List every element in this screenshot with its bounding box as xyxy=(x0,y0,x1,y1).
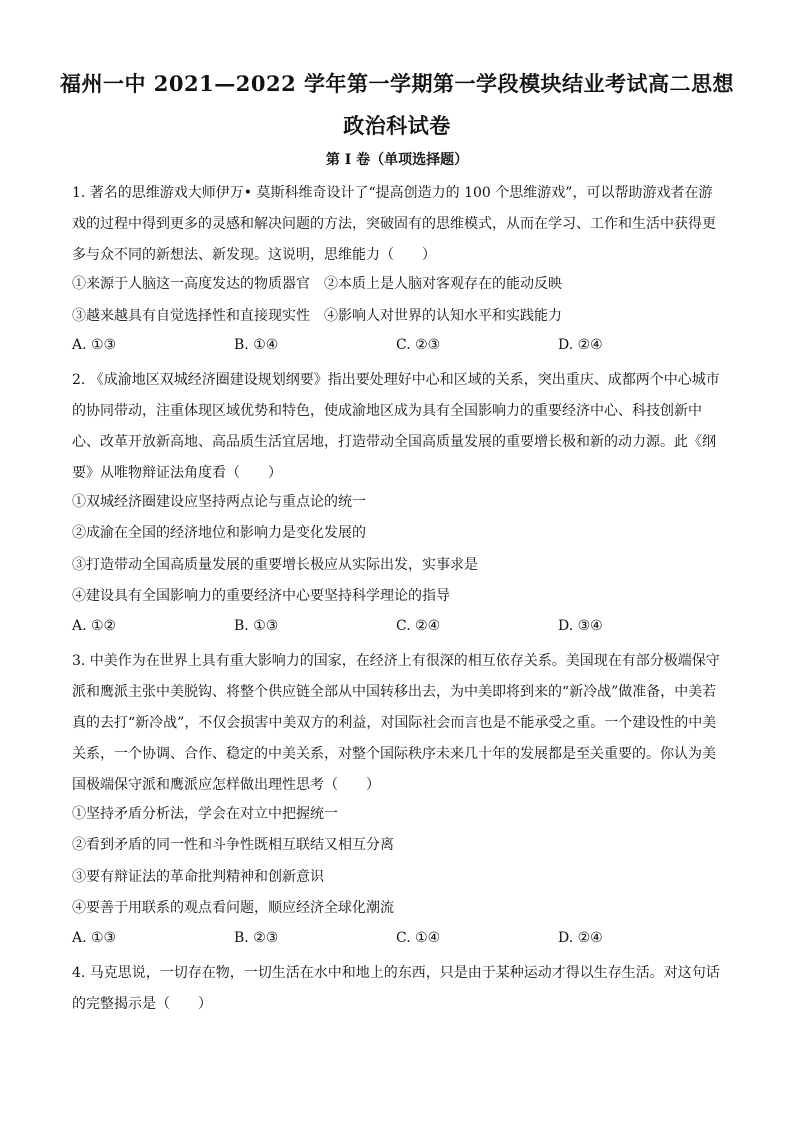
section-heading: 第 I 卷（单项选择题） xyxy=(325,152,469,168)
question-1-stem: 1. 著名的思维游戏大师伊万• 莫斯科维奇设计了“提高创造力的 100 个思维游戏”，可以帮助游戏者在游戏的过程中得到更多的灵感和解决问题的方法，突破固有的思维模式，从而在学习、工作和生活中获得更多与众不同的新想法、新发现。这说明，思维能力（ ） xyxy=(72,185,716,263)
question-3-statement: ①坚持矛盾分析法，学会在对立中把握统一 xyxy=(72,806,338,822)
option-c: C. ②④ xyxy=(396,618,441,634)
option-a: A. ①② xyxy=(72,618,117,634)
question-3-options xyxy=(72,930,722,950)
option-c: C. ①④ xyxy=(396,930,441,946)
option-a: A. ①③ xyxy=(72,930,117,946)
question-1-statement: ③越来越具有自觉选择性和直接现实性 ④影响人对世界的认知水平和实践能力 xyxy=(72,308,562,324)
option-b: B. ①③ xyxy=(234,618,279,634)
question-3-statement: ②看到矛盾的同一性和斗争性既相互联结又相互分离 xyxy=(72,837,394,853)
question-3-statement: ③要有辩证法的革命批判精神和创新意识 xyxy=(72,869,324,885)
option-b: B. ①④ xyxy=(234,337,279,353)
question-2-stem: 2. 《成渝地区双城经济圈建设规划纲要》指出要处理好中心和区域的关系，突出重庆、成都两个中心城市的协同带动，注重体现区域优势和特色，使成渝地区成为具有全国影响力的重要经济中心、科技创新中心、改革开放新高地、高品质生活宜居地，打造带动全国高质量发展的重要增长极和新的动力源。此《纲要》从唯物辩证法角度看（ ） xyxy=(72,372,720,481)
question-4-stem: 4. 马克思说，一切存在物，一切生活在水中和地上的东西，只是由于某种运动才得以生存生活。对这句话的完整揭示是（ ） xyxy=(72,965,720,1012)
option-d: D. ③④ xyxy=(558,618,603,634)
question-2-statement: ③打造带动全国高质量发展的重要增长极应从实际出发，实事求是 xyxy=(72,557,478,573)
question-2-options xyxy=(72,618,722,638)
question-3-stem: 3. 中美作为在世界上具有重大影响力的国家，在经济上有很深的相互依存关系。美国现在有部分极端保守派和鹰派主张中美脱钩、将整个供应链全部从中国转移出去，为中美即将到来的“新冷战”做准备，中美若真的去打“新冷战”，不仅会损害中美双方的利益，对国际社会而言也是不能承受之重。一个建设性的中美关系，一个协调、合作、稳定的中美关系，对整个国际秩序未来几十年的发展都是至关重要的。你认为美国极端保守派和鹰派应怎样做出理性思考（ ） xyxy=(72,653,720,793)
question-2-statement: ④建设具有全国影响力的重要经济中心要坚持科学理论的指导 xyxy=(72,588,450,604)
option-c: C. ②③ xyxy=(396,337,441,353)
question-1-statement: ①来源于人脑这一高度发达的物质器官 ②本质上是人脑对客观存在的能动反映 xyxy=(72,276,562,292)
option-d: D. ②④ xyxy=(558,337,603,353)
question-2-statement: ②成渝在全国的经济地位和影响力是变化发展的 xyxy=(72,525,366,541)
option-a: A. ①③ xyxy=(72,337,117,353)
question-2-statement: ①双城经济圈建设应坚持两点论与重点论的统一 xyxy=(72,494,366,510)
option-b: B. ②③ xyxy=(234,930,279,946)
exam-title-line1: 福州一中 2021—2022 学年第一学期第一学段模块结业考试高二思想 xyxy=(60,71,735,96)
option-d: D. ②④ xyxy=(558,930,603,946)
question-1-options xyxy=(72,337,722,357)
exam-title-line2: 政治科试卷 xyxy=(343,113,451,138)
question-3-statement: ④要善于用联系的观点看问题，顺应经济全球化潮流 xyxy=(72,900,394,916)
